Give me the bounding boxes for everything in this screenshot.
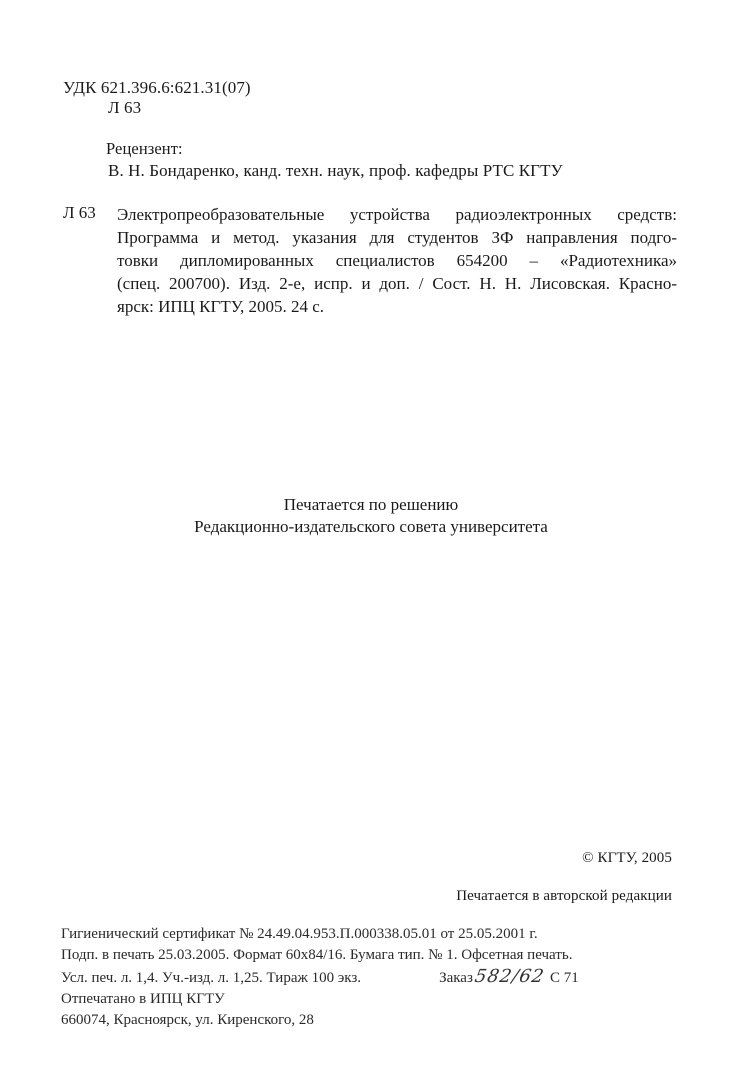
print-volume xyxy=(61,966,579,989)
reviewer-title: Рецензент: xyxy=(106,139,183,158)
entry-line: Программа и метод. указания для студентов ЗФ направления подго- xyxy=(117,228,677,247)
printer-address: 660074, Красноярск, ул. Киренского, 28 xyxy=(61,1012,314,1028)
entry-line: товки дипломированных специалистов 654200 – «Радиотехника» xyxy=(117,251,677,270)
print-volume-text: Усл. печ. л. 1,4. Уч.-изд. л. 1,25. Тираж 100 экз. xyxy=(61,970,362,986)
copyright-notice: © КГТУ, 2005 xyxy=(582,850,672,866)
reviewer-text: В. Н. Бондаренко, канд. техн. наук, проф. кафедры РТС КГТУ xyxy=(108,161,563,180)
printed-at: Отпечатано в ИПЦ КГТУ xyxy=(61,991,225,1007)
imprint-block xyxy=(61,924,579,1031)
print-format: Подп. в печать 25.03.2005. Формат 60x84/16. Бумага тип. № 1. Офсетная печать. xyxy=(61,947,573,963)
bibliographic-entry xyxy=(117,203,677,318)
print-decision-line1: Печатается по решению xyxy=(283,495,459,514)
order-suffix: С 71 xyxy=(549,970,579,986)
library-code: Л 63 xyxy=(108,98,142,117)
hygiene-certificate: Гигиенический сертификат № 24.49.04.953.П.000338.05.01 от 25.05.2001 г. xyxy=(61,926,538,942)
entry-line: Электропреобразовательные устройства радиоэлектронных средств: xyxy=(117,205,677,224)
entry-line: (спец. 200700). Изд. 2-е, испр. и доп. / Сост. Н. Н. Лисовская. Красно- xyxy=(117,274,677,293)
author-edition-note: Печатается в авторской редакции xyxy=(456,888,672,904)
entry-line: ярск: ИПЦ КГТУ, 2005. 24 с. xyxy=(117,297,325,316)
order-info xyxy=(439,966,579,989)
print-decision-line2: Редакционно-издательского совета университета xyxy=(194,517,548,536)
order-number-handwritten: 582/62 xyxy=(473,966,547,987)
order-label: Заказ xyxy=(439,970,473,986)
entry-code: Л 63 xyxy=(63,203,96,222)
udk-code: УДК 621.396.6:621.31(07) xyxy=(63,78,251,97)
